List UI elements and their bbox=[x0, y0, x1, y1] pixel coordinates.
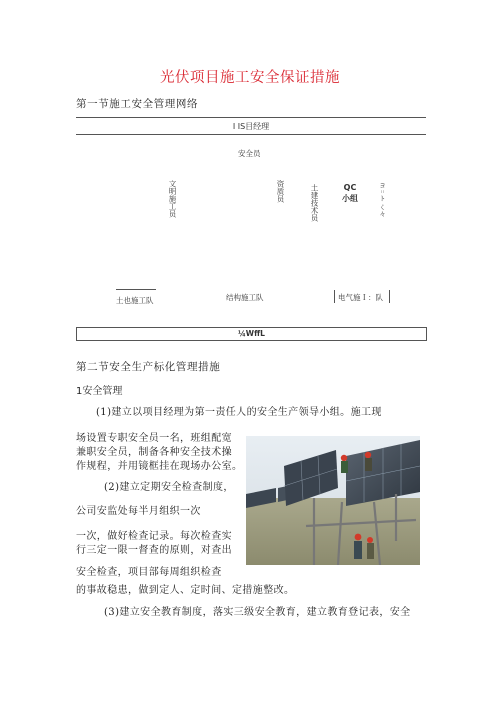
p2-line3: 一次，做好检查记录。每次检查实 bbox=[76, 531, 232, 542]
org-branch-quality: 资质员 bbox=[276, 180, 285, 203]
org-bottom-label: ¼WffL bbox=[238, 329, 265, 338]
section2-heading: 第二节安全生产标化管理措施 bbox=[76, 361, 221, 373]
subsection-heading: 1安全管理 bbox=[76, 386, 123, 397]
section1-heading: 第一节施工安全管理网络 bbox=[76, 98, 199, 110]
document-title: 光伏项目施工安全保证措施 bbox=[160, 70, 340, 86]
org-branch-qc: QC小组 bbox=[342, 183, 358, 203]
team-civil: 土也施工队 bbox=[116, 296, 154, 305]
p2-line2: 公司安监处每半月组织一次 bbox=[76, 506, 201, 517]
org-chart bbox=[76, 114, 426, 349]
team1-rule bbox=[116, 289, 156, 290]
team-structure: 结构施工队 bbox=[226, 293, 264, 302]
p2-line6: 的事故稳患，做到定人、定时间、定措施整改。 bbox=[76, 585, 295, 596]
p1-line2: 场设置专职安全员一名，班组配宽 bbox=[76, 433, 232, 444]
org-second-rule bbox=[76, 134, 426, 135]
p1-line3: 兼职安全员，制备各种安全技术操 bbox=[76, 447, 232, 458]
org-safety-officer: 安全员 bbox=[238, 149, 261, 158]
solar-installation-photo bbox=[246, 436, 420, 565]
p1-line1: (1)建立以项目经理为第一责任人的安全生产领导小组。施工现 bbox=[96, 407, 382, 418]
p3-line1: (3)建立安全教育制度，落实三级安全教育，建立教育登记表，安全 bbox=[104, 607, 411, 618]
team-electrical-box bbox=[334, 290, 390, 303]
p1-line4: 作规程，并用镜框挂在现场办公室。 bbox=[76, 461, 243, 472]
solar-photo-illustration bbox=[246, 436, 420, 565]
p2-line1: (2)建立定期安全检查制度， bbox=[104, 482, 234, 493]
org-project-manager: I IS目经理 bbox=[232, 122, 270, 131]
org-branch-civil-tech: 土建技术员 bbox=[310, 184, 319, 222]
org-bottom-box bbox=[76, 327, 427, 341]
org-top-rule bbox=[76, 117, 426, 118]
team-electrical: 电气施Ｉ：队 bbox=[338, 293, 383, 302]
org-branch-misc: ヨ゠ト く々 bbox=[378, 182, 386, 217]
p2-line5: 安全检查，项目部每周组织检查 bbox=[76, 567, 222, 578]
p2-line4: 行三定一限一督查的原则，对查出 bbox=[76, 545, 232, 556]
org-branch-civilization: 文明施工员 bbox=[168, 180, 177, 218]
